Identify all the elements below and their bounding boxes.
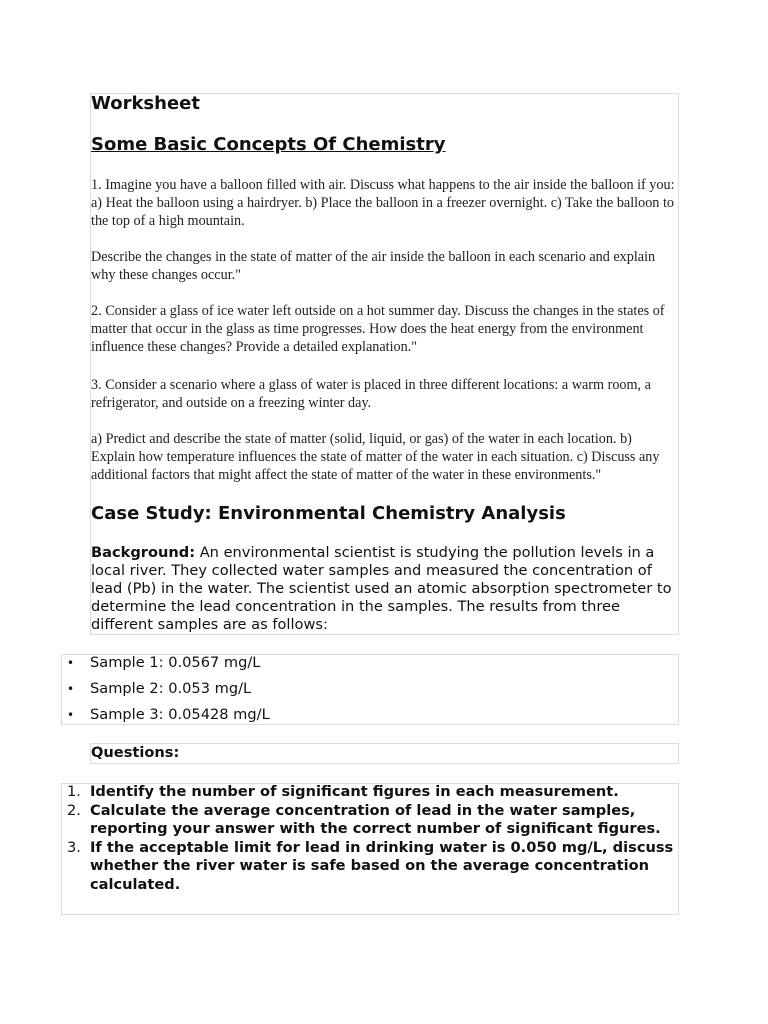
sample-text: Sample 3: 0.05428 mg/L (90, 706, 270, 723)
question-number: 1. (67, 783, 81, 800)
question-3-parts-paragraph: a) Predict and describe the state of matter (solid, liquid, or gas) of the water in each location. b) Explain how temperature influences the state of matter of the water in each situation. c) Discuss any additional factors that might affect the state of matter of the water in these environments." (91, 431, 660, 483)
list-item (61, 839, 679, 895)
questions-label: Questions: (91, 744, 180, 761)
bullet-icon: • (67, 656, 75, 670)
question-text: Identify the number of significant figures in each measurement. (90, 783, 619, 800)
sample-text: Sample 2: 0.053 mg/L (90, 680, 252, 697)
question-1-followup-paragraph: Describe the changes in the state of matter of the air inside the balloon in each scenario and explain why these changes occur." (91, 249, 656, 283)
list-item (61, 783, 679, 802)
case-study-title: Case Study: Environmental Chemistry Analysis (91, 503, 566, 524)
background-paragraph (91, 544, 679, 634)
bullet-icon: • (67, 682, 75, 696)
bullet-icon: • (67, 708, 75, 722)
background-text: An environmental scientist is studying the pollution levels in a local river. They collected water samples and measured the concentration of lead (Pb) in the water. The scientist used an atomic absorption spectrometer to determine the lead concentration in the samples. The results from three different samples are as follows: (91, 544, 672, 633)
list-item (61, 680, 679, 706)
topic-title: Some Basic Concepts Of Chemistry (91, 134, 446, 155)
list-item (61, 654, 679, 680)
sample-text: Sample 1: 0.0567 mg/L (90, 654, 261, 671)
question-text: Calculate the average concentration of lead in the water samples, reporting your answer with the correct number of significant figures. (90, 801, 661, 837)
question-3-paragraph: 3. Consider a scenario where a glass of water is placed in three different locations: a warm room, a refrigerator, and outside on a freezing winter day. (91, 377, 651, 411)
question-1-paragraph: 1. Imagine you have a balloon filled with air. Discuss what happens to the air inside the balloon if you: a) Heat the balloon using a hairdryer. b) Place the balloon in a freezer overnight. c) Take the balloon to the top of a high mountain. (91, 177, 675, 229)
question-2-paragraph: 2. Consider a glass of ice water left outside on a hot summer day. Discuss the changes in the states of matter that occur in the glass as time progresses. How does the heat energy from the environment influence these changes? Provide a detailed explanation." (91, 303, 665, 355)
list-item (61, 802, 679, 839)
question-number: 3. (67, 838, 81, 856)
question-text: If the acceptable limit for lead in drinking water is 0.050 mg/L, discuss whether the river water is safe based on the average concentration calculated. (90, 838, 674, 893)
worksheet-title: Worksheet (91, 93, 200, 114)
list-item (61, 706, 679, 732)
question-number: 2. (67, 801, 81, 819)
samples-list (61, 654, 679, 732)
questions-list (61, 783, 679, 894)
background-label: Background: (91, 544, 196, 561)
